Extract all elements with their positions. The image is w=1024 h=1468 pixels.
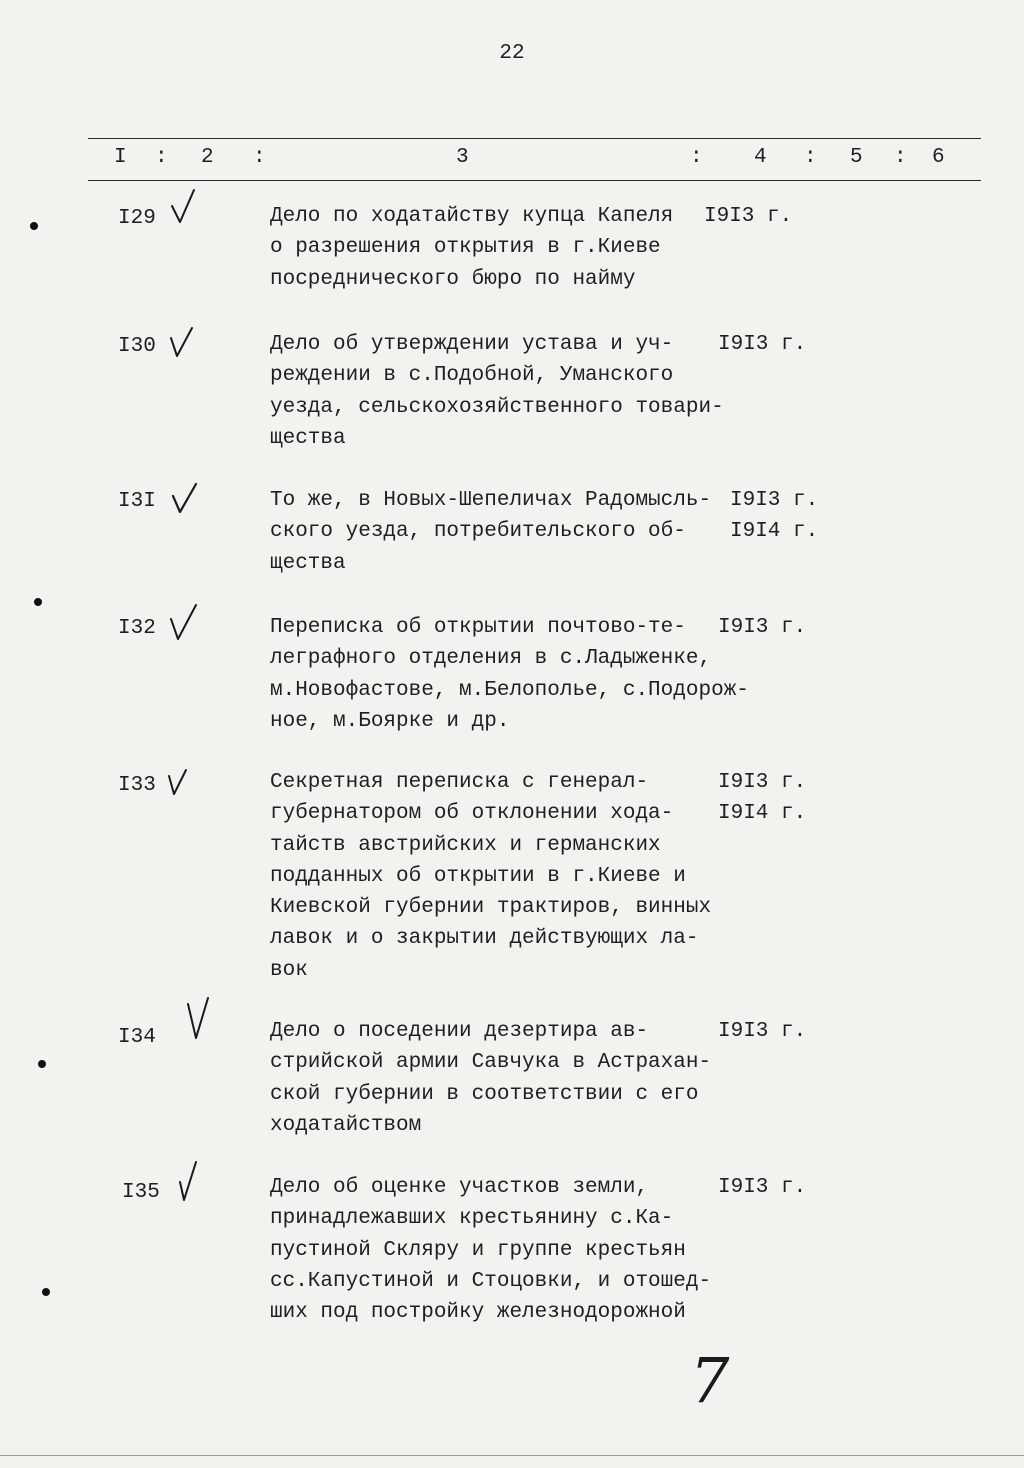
header-bottom-rule: [88, 180, 981, 181]
entry-description: Дело по ходатайству купца Капеля о разрешения открытия в г.Киеве посреднического бюро по найму: [270, 205, 674, 291]
entry-number: I32: [118, 617, 156, 640]
entry-year: I9I3 г. I9I4 г.: [730, 489, 819, 544]
header-separator: :: [155, 146, 168, 169]
binding-hole-dot: [34, 598, 42, 606]
checkmark-icon: [168, 188, 208, 228]
checkmark-icon: [166, 768, 194, 798]
entry-number: I33: [118, 774, 156, 797]
entry-description: Дело об утверждении устава и уч- реждении в с.Подобной, Уманского уезда, сельскохозяйственного товари- щества: [270, 333, 724, 450]
entry-year: I9I3 г.: [718, 1020, 807, 1043]
header-col-4: 4: [754, 146, 767, 169]
header-col-6: 6: [932, 146, 945, 169]
header-col-5: 5: [850, 146, 863, 169]
entry-description: Дело об оценке участков земли, принадлежавших крестьянину с.Ка- пустиной Скляру и группе крестьян сс.Капустиной и Стоцовки, и отошед- ших под постройку железнодорожной: [270, 1176, 712, 1325]
checkmark-icon: [184, 996, 212, 1042]
entry-description: Секретная переписка с генерал- губернатором об отклонении хода- тайств австрийских и германских подданных об открытии в г.Киеве и Киевской губернии трактиров, винных лавок и о закрытии действующих ла- вок: [270, 771, 712, 982]
entry-number: I34: [118, 1026, 156, 1049]
entry-description: То же, в Новых-Шепеличах Радомысль- ского уезда, потребительского об- щества: [270, 489, 712, 575]
entry-number: I35: [122, 1181, 160, 1204]
page-number: 22: [499, 42, 525, 65]
entry-description: Дело о поседении дезертира ав- стрийской армии Савчука в Астрахан- ской губернии в соответствии с его ходатайством: [270, 1020, 712, 1137]
entry-number: I3I: [118, 490, 156, 513]
header-top-rule: [88, 138, 981, 139]
header-col-3: 3: [456, 146, 469, 169]
handwritten-note-text: 7: [690, 1344, 730, 1417]
handwritten-annotation: [688, 1340, 738, 1425]
entry-number: I30: [118, 335, 156, 358]
entry-number: I29: [118, 207, 156, 230]
header-separator: :: [804, 146, 817, 169]
entry-year: I9I3 г. I9I4 г.: [718, 771, 807, 826]
entry-year: I9I3 г.: [718, 333, 807, 356]
header-col-2: 2: [201, 146, 214, 169]
checkmark-icon: [176, 1160, 204, 1204]
header-separator: :: [894, 146, 907, 169]
page-edge-line: [0, 1455, 1024, 1456]
checkmark-icon: [168, 603, 204, 643]
binding-hole-dot: [42, 1288, 50, 1296]
entry-year: I9I3 г.: [704, 205, 793, 228]
checkmark-icon: [168, 326, 202, 360]
binding-hole-dot: [30, 222, 38, 230]
entry-description: Переписка об открытии почтово-те- леграфного отделения в с.Ладыженке, м.Новофастове, м.Белополье, с.Подорож- ное, м.Боярке и др.: [270, 616, 749, 733]
header-col-1: I: [114, 146, 127, 169]
handwritten-seven: [688, 1340, 738, 1420]
header-separator: :: [690, 146, 703, 169]
binding-hole-dot: [38, 1060, 46, 1068]
entry-year: I9I3 г.: [718, 1176, 807, 1199]
header-separator: :: [253, 146, 266, 169]
entry-year: I9I3 г.: [718, 616, 807, 639]
checkmark-icon: [170, 482, 204, 516]
